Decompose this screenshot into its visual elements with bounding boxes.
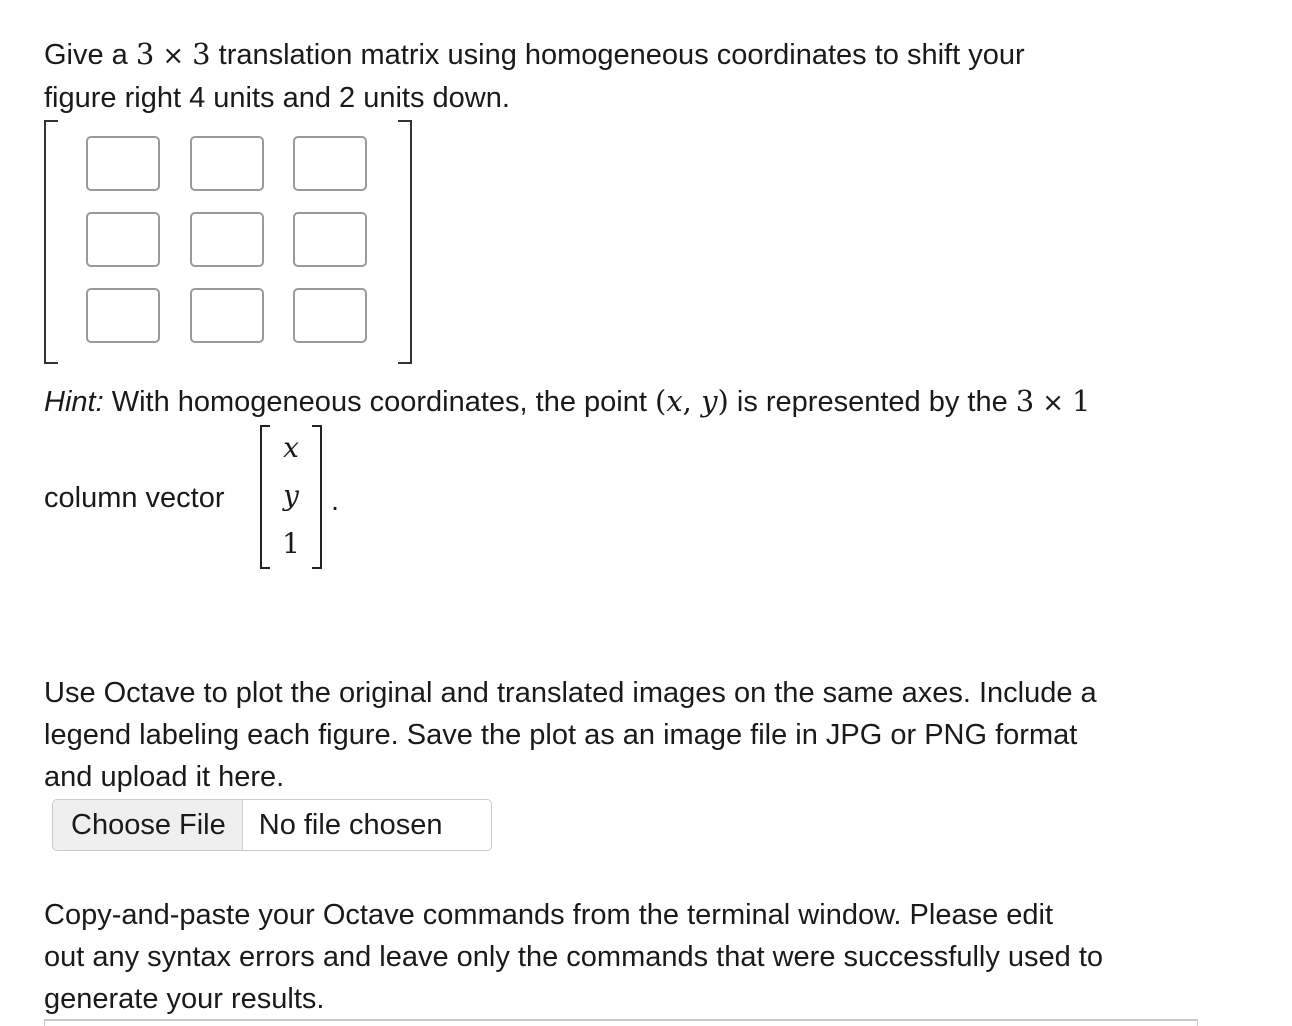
matrix-right-bracket <box>398 120 412 364</box>
question-1-line-2: figure right 4 units and 2 units down. <box>44 82 510 114</box>
matrix-cell-r1-c1[interactable] <box>86 136 160 191</box>
hint-point-x: x <box>666 384 683 418</box>
hint-point-open: ( <box>654 384 667 418</box>
translation-matrix <box>44 120 412 362</box>
matrix-cell-r1-c3[interactable] <box>293 136 367 191</box>
question-2-text <box>44 672 1097 798</box>
hint-column-vector-label: column vector <box>44 482 225 514</box>
question-3-text <box>44 894 1103 1020</box>
choose-file-button[interactable]: Choose File <box>53 800 243 850</box>
question-1-text <box>44 33 1025 119</box>
hint-dim-left: 3 <box>1015 384 1035 418</box>
hint-point-comma: , <box>682 384 702 418</box>
hint-period: . <box>331 485 340 517</box>
matrix-cell-r1-c2[interactable] <box>190 136 264 191</box>
matrix-cell-r3-c2[interactable] <box>190 288 264 343</box>
q1-prefix: Give a <box>44 39 136 71</box>
column-vector-y: y <box>283 479 299 512</box>
question-1-line-1 <box>44 33 1025 77</box>
commands-text-editor[interactable] <box>44 1019 1198 1026</box>
file-status-text: No file chosen <box>258 808 443 841</box>
hint-dim-right: 1 <box>1072 384 1091 418</box>
q1-suffix: translation matrix using homogeneous coordinates to shift your <box>210 39 1025 71</box>
matrix-cell-r2-c3[interactable] <box>293 212 367 267</box>
question-3-line-2: out any syntax errors and leave only the commands that were successfully used to <box>44 941 1104 973</box>
hint-point-close: ) <box>717 384 729 418</box>
matrix-cell-r3-c3[interactable] <box>293 288 367 343</box>
matrix-cell-r3-c1[interactable] <box>86 288 160 343</box>
hint-text-after: is represented by the <box>728 386 1016 418</box>
matrix-cell-r2-c1[interactable] <box>86 212 160 267</box>
hint-point-y: y <box>701 384 718 418</box>
question-3-line-3: generate your results. <box>44 983 325 1015</box>
matrix-cell-r2-c2[interactable] <box>190 212 264 267</box>
hint-times: × <box>1042 388 1065 418</box>
question-2-line-2: legend labeling each figure. Save the plot as an image file in JPG or PNG format <box>44 719 1078 751</box>
column-vector-x: x <box>283 431 299 464</box>
matrix-left-bracket <box>44 120 58 364</box>
q1-dim-right: 3 <box>192 37 211 71</box>
q1-times: × <box>162 41 185 71</box>
hint-label: Hint: <box>44 386 104 418</box>
question-2-line-3: and upload it here. <box>44 761 285 793</box>
column-vector <box>260 425 322 571</box>
question-2-line-1: Use Octave to plot the original and translated images on the same axes. Include a <box>44 677 1097 709</box>
hint-text-before: With homogeneous coordinates, the point <box>103 386 655 418</box>
file-upload-input[interactable] <box>52 799 492 851</box>
hint-text <box>44 380 1090 424</box>
column-vector-one: 1 <box>282 527 300 560</box>
question-3-line-1: Copy-and-paste your Octave commands from the terminal window. Please edit <box>44 899 1054 931</box>
q1-dim-left: 3 <box>135 37 155 71</box>
